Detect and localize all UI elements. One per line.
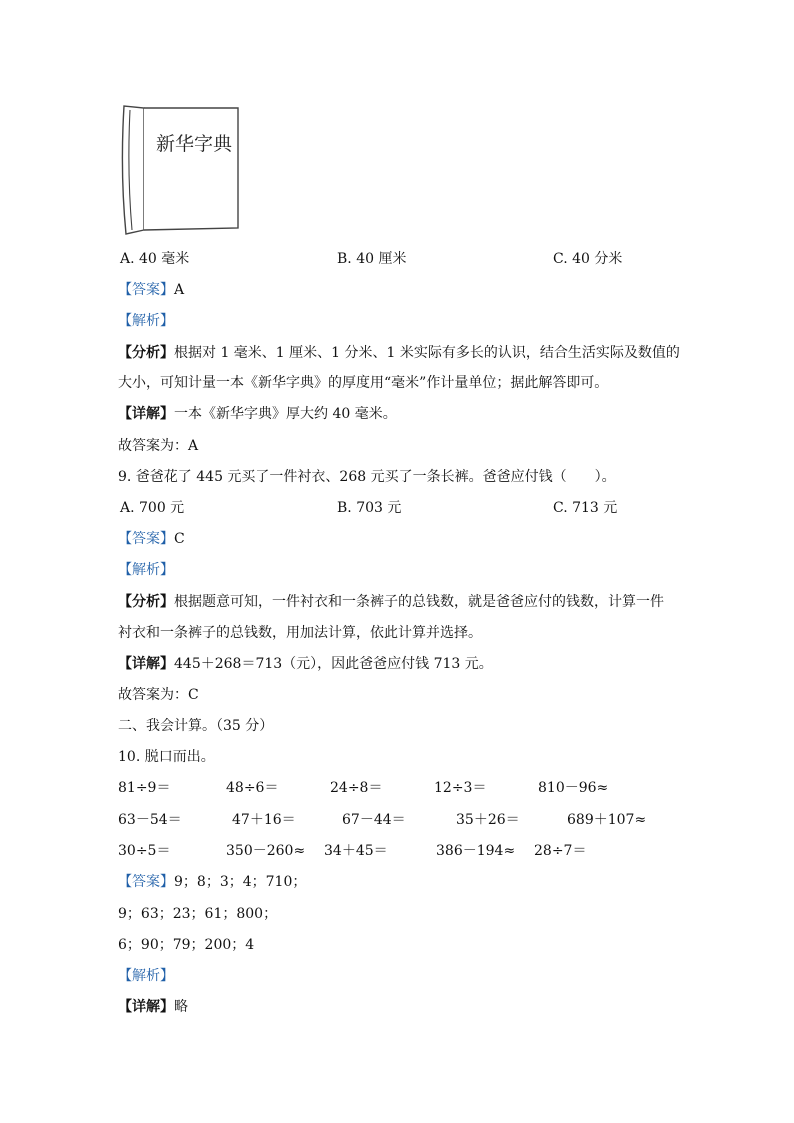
xiangjie-tag: 【详解】	[118, 406, 174, 422]
xiangjie-tag: 【详解】	[118, 656, 174, 672]
q9-answer-line	[118, 530, 185, 548]
q8-fenxi-line1	[118, 344, 680, 362]
section2-title: 二、我会计算。（35 分）	[118, 718, 274, 734]
q9-final-answer: 故答案为：C	[118, 687, 199, 703]
q9-option-c: C. 713 元	[553, 500, 618, 516]
calc-row-1-col-5: 810－96≈	[538, 780, 609, 796]
q9-answer: C	[174, 531, 185, 547]
fenxi-tag: 【分析】	[118, 345, 174, 361]
q9-fenxi-text1: 根据题意可知，一件衬衣和一条裤子的总钱数，就是爸爸应付的钱数，计算一件	[174, 594, 664, 610]
q8-answer: A	[174, 282, 185, 298]
calc-row-2-col-2: 47＋16＝	[232, 812, 296, 828]
q9-option-b: B. 703 元	[337, 500, 402, 516]
calc-row-1-col-3: 24÷8＝	[330, 780, 383, 796]
calc-row-2-col-4: 35＋26＝	[456, 812, 520, 828]
q9-fenxi-line1	[118, 593, 664, 611]
q10-analysis-tag: 【解析】	[118, 968, 174, 984]
q9-fenxi-line2: 衬衣和一条裤子的总钱数，用加法计算，依此计算并选择。	[118, 625, 482, 641]
calc-row-3-col-4: 386－194≈	[436, 843, 516, 859]
answer-tag: 【答案】	[118, 874, 174, 890]
q8-option-b: B. 40 厘米	[337, 251, 407, 267]
calc-row-2-col-3: 67－44＝	[342, 812, 406, 828]
calc-row-3-col-5: 28÷7＝	[534, 843, 587, 859]
calc-row-3-col-3: 34＋45＝	[324, 843, 388, 859]
q10-answer-line-2: 9；63；23；61；800；	[118, 906, 278, 922]
q8-option-c: C. 40 分米	[553, 251, 623, 267]
book-title: 新华字典	[155, 133, 233, 155]
calc-row-2-col-1: 63－54＝	[118, 812, 182, 828]
calc-row-3-col-2: 350－260≈	[226, 843, 306, 859]
xiangjie-tag: 【详解】	[118, 999, 174, 1015]
q10-answer-line	[118, 873, 306, 891]
calc-row-2-col-5: 689＋107≈	[567, 812, 647, 828]
calc-row-1-col-4: 12÷3＝	[434, 780, 487, 796]
q8-xiangjie-line	[118, 405, 397, 423]
q9-option-a: A. 700 元	[120, 500, 185, 516]
calc-row-3-col-1: 30÷5＝	[118, 843, 171, 859]
q9-xiangjie-line	[118, 655, 493, 673]
q10-answer-line-3: 6；90；79；200；4	[118, 937, 255, 953]
calc-row-1-col-1: 81÷9＝	[118, 780, 171, 796]
q10-xiangjie-line	[118, 998, 188, 1016]
q8-xiangjie-text: 一本《新华字典》厚大约 40 毫米。	[174, 406, 397, 422]
q10-question: 10. 脱口而出。	[118, 749, 215, 765]
q8-final-answer: 故答案为：A	[118, 438, 199, 454]
answer-tag: 【答案】	[118, 282, 174, 298]
answer-tag: 【答案】	[118, 531, 174, 547]
q8-answer-line	[118, 281, 184, 299]
dictionary-book-figure	[118, 102, 244, 238]
q8-analysis-tag: 【解析】	[118, 313, 174, 329]
q8-fenxi-line2: 大小，可知计量一本《新华字典》的厚度用“毫米”作计量单位；据此解答即可。	[118, 375, 609, 391]
q8-option-a: A. 40 毫米	[120, 251, 190, 267]
q10-answer-line-1: 9；8；3；4；710；	[174, 874, 307, 890]
q9-analysis-tag: 【解析】	[118, 562, 174, 578]
calc-row-1-col-2: 48÷6＝	[226, 780, 279, 796]
q9-xiangjie-text: 445＋268＝713（元），因此爸爸应付钱 713 元。	[174, 656, 493, 672]
fenxi-tag: 【分析】	[118, 594, 174, 610]
q10-xiangjie-text: 略	[174, 999, 188, 1015]
q8-fenxi-text1: 根据对 1 毫米、1 厘米、1 分米、1 米实际有多长的认识，结合生活实际及数值的	[174, 345, 680, 361]
q9-question: 9. 爸爸花了 445 元买了一件衬衣、268 元买了一条长裤。爸爸应付钱（ ）。	[118, 469, 616, 485]
